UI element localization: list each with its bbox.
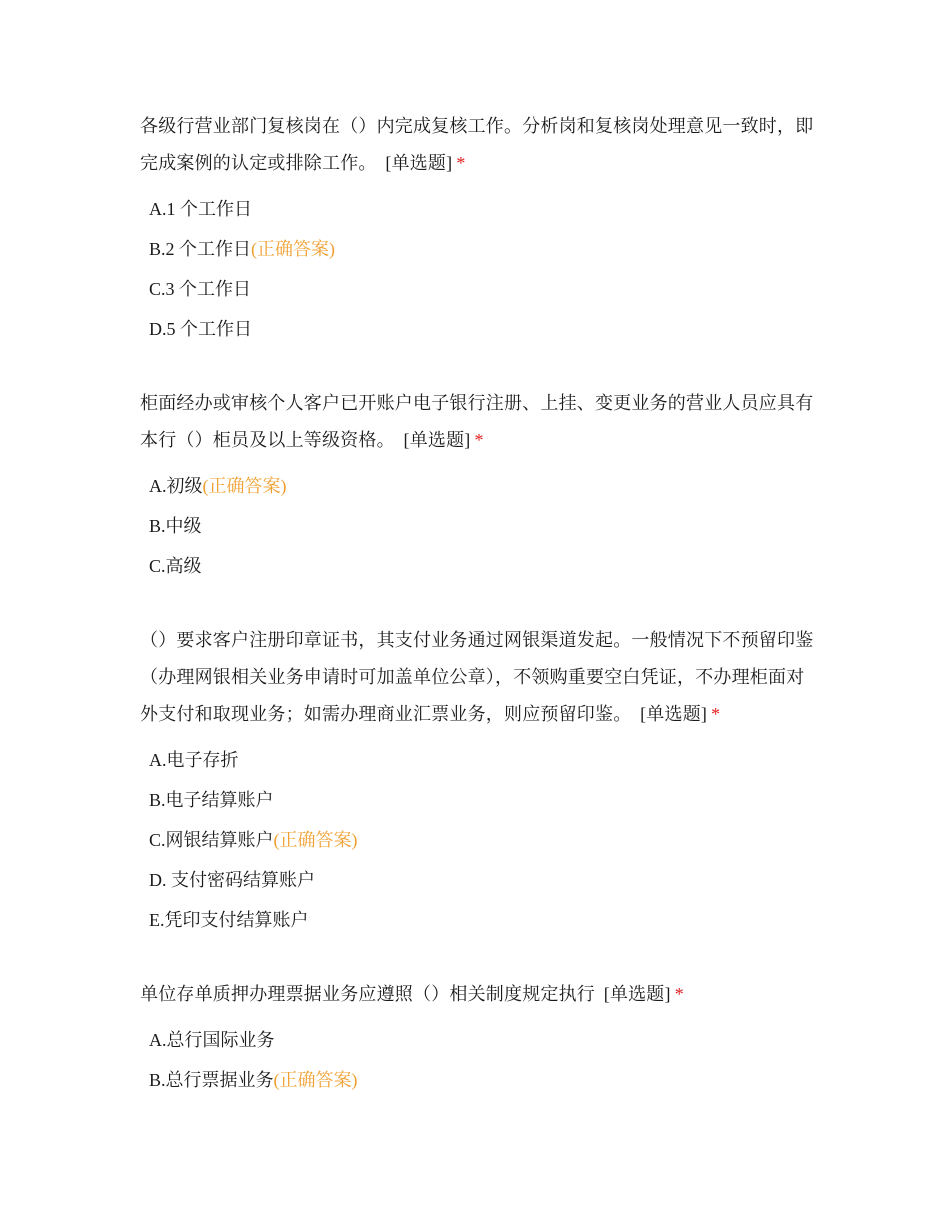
option-list (140, 466, 820, 586)
option-c (149, 820, 820, 860)
question-4 (140, 976, 820, 1100)
question-1 (140, 108, 820, 349)
option-text: B.总行票据业务 (149, 1070, 274, 1090)
option-list (140, 740, 820, 940)
option-text: E.凭印支付结算账户 (149, 910, 309, 930)
option-text: B.中级 (149, 516, 202, 536)
question-stem (140, 976, 820, 1013)
option-text: C.高级 (149, 556, 202, 576)
option-text: D.5 个工作日 (149, 319, 252, 339)
question-type: [单选题] (603, 984, 671, 1004)
option-c (149, 269, 820, 309)
option-text: C.3 个工作日 (149, 279, 252, 299)
question-stem (140, 108, 820, 182)
stem-text: （）要求客户注册印章证书，其支付业务通过网银渠道发起。一般情况下不预留印鉴（办理网银相关业务申请时可加盖单位公章），不领购重要空白凭证，不办理柜面对外支付和取现业务；如需办理商业汇票业务，则应预留印鉴。 (140, 630, 814, 724)
option-text: A.初级 (149, 476, 203, 496)
question-type: [单选题] (403, 430, 471, 450)
option-b (149, 780, 820, 820)
required-mark: * (711, 704, 721, 724)
correct-answer-tag: (正确答案) (202, 476, 287, 496)
option-list (140, 189, 820, 349)
stem-text: 单位存单质押办理票据业务应遵照（）相关制度规定执行 (140, 984, 595, 1004)
option-d (149, 309, 820, 349)
quiz-document (140, 108, 820, 1136)
required-mark: * (456, 153, 466, 173)
option-text: A.1 个工作日 (149, 199, 252, 219)
option-a (149, 466, 820, 506)
option-a (149, 740, 820, 780)
question-2 (140, 385, 820, 586)
required-mark: * (474, 430, 484, 450)
option-b (149, 1060, 820, 1100)
question-3 (140, 622, 820, 940)
stem-text: 柜面经办或审核个人客户已开账户电子银行注册、上挂、变更业务的营业人员应具有本行（）柜员及以上等级资格。 (140, 393, 814, 450)
option-a (149, 189, 820, 229)
question-type: [单选题] (640, 704, 708, 724)
option-list (140, 1020, 820, 1100)
correct-answer-tag: (正确答案) (273, 830, 358, 850)
option-a (149, 1020, 820, 1060)
correct-answer-tag: (正确答案) (251, 239, 336, 259)
stem-text: 各级行营业部门复核岗在（）内完成复核工作。分析岗和复核岗处理意见一致时，即完成案例的认定或排除工作。 (140, 116, 814, 173)
question-type: [单选题] (385, 153, 453, 173)
option-d (149, 860, 820, 900)
option-text: B.2 个工作日 (149, 239, 252, 259)
required-mark: * (674, 984, 684, 1004)
option-b (149, 506, 820, 546)
option-text: A.总行国际业务 (149, 1030, 275, 1050)
option-text: D. 支付密码结算账户 (149, 870, 315, 890)
option-c (149, 546, 820, 586)
correct-answer-tag: (正确答案) (273, 1070, 358, 1090)
question-stem (140, 622, 820, 733)
question-stem (140, 385, 820, 459)
option-text: B.电子结算账户 (149, 790, 274, 810)
option-e (149, 900, 820, 940)
option-text: A.电子存折 (149, 750, 239, 770)
option-text: C.网银结算账户 (149, 830, 274, 850)
option-b (149, 229, 820, 269)
